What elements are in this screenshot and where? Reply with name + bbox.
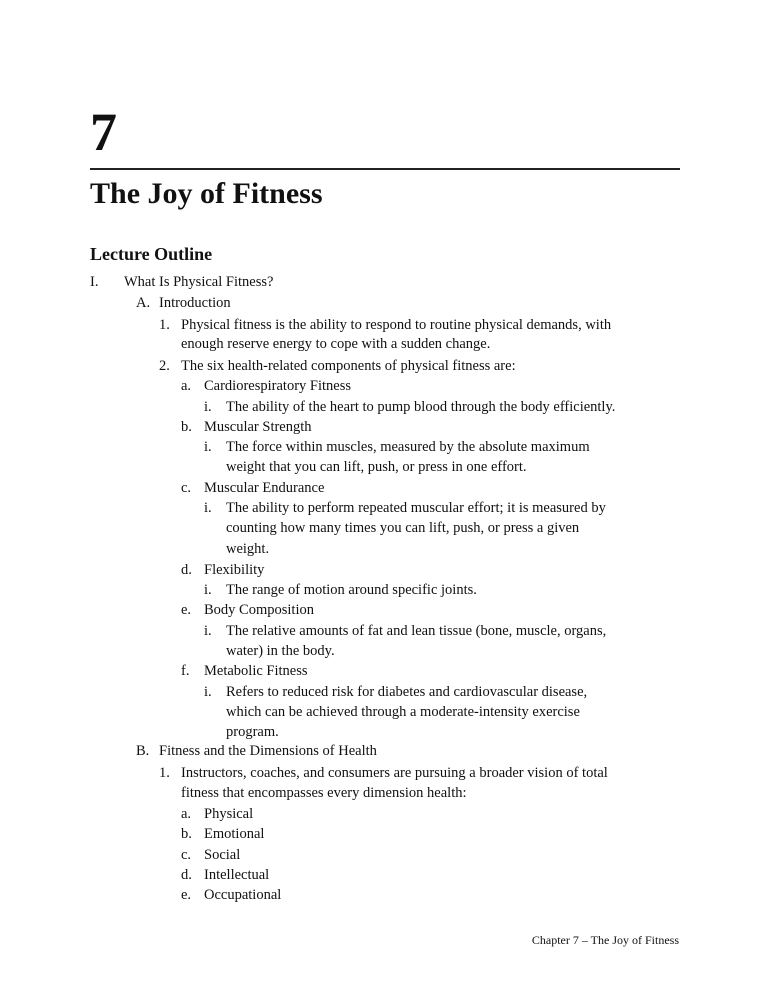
outline-text: Instructors, coaches, and consumers are pursuing a broader vision of total <box>181 765 608 781</box>
outline-item: Body Composition <box>204 602 314 618</box>
outline-marker: b. <box>181 826 192 842</box>
list-item: Intellectual <box>204 867 270 883</box>
outline-text: weight. <box>226 541 270 557</box>
outline-marker: i. <box>204 623 212 639</box>
outline-text: The force within muscles, measured by the absolute maximum <box>226 439 590 455</box>
outline-marker: I. <box>90 274 99 290</box>
outline-heading: What Is Physical Fitness? <box>124 274 274 290</box>
outline-marker: 1. <box>159 317 170 333</box>
outline-marker: 2. <box>159 358 170 374</box>
outline-marker: a. <box>181 378 192 394</box>
outline-text: Refers to reduced risk for diabetes and cardiovascular disease, <box>226 684 588 700</box>
outline-item: Cardiorespiratory Fitness <box>204 378 351 394</box>
outline-text: weight that you can lift, push, or press in one effort. <box>226 459 527 475</box>
outline-marker: a. <box>181 806 192 822</box>
chapter-number: 7 <box>90 102 117 162</box>
list-item: Social <box>204 847 241 863</box>
outline-text: water) in the body. <box>226 643 335 659</box>
outline-marker: i. <box>204 439 212 455</box>
outline-marker: c. <box>181 847 192 863</box>
list-item: Occupational <box>204 887 282 903</box>
outline-marker: i. <box>204 500 212 516</box>
outline-marker: b. <box>181 419 192 435</box>
outline-marker: 1. <box>159 765 170 781</box>
outline-text: program. <box>226 724 279 740</box>
outline-marker: i. <box>204 684 212 700</box>
outline-marker: i. <box>204 582 212 598</box>
list-item: Emotional <box>204 826 265 842</box>
outline-text: which can be achieved through a moderate-intensity exercise <box>226 704 580 720</box>
outline-text: enough reserve energy to cope with a sudden change. <box>181 336 491 352</box>
outline-item: Flexibility <box>204 562 265 578</box>
outline-marker: d. <box>181 867 192 883</box>
outline-item: Metabolic Fitness <box>204 663 308 679</box>
outline-text: The range of motion around specific joints. <box>226 582 477 598</box>
section-heading: Lecture Outline <box>90 244 213 264</box>
outline-text: The ability of the heart to pump blood through the body efficiently. <box>226 399 616 415</box>
outline-item: Muscular Endurance <box>204 480 325 496</box>
outline-item: Muscular Strength <box>204 419 312 435</box>
outline-item: Fitness and the Dimensions of Health <box>159 743 377 759</box>
outline-text: Physical fitness is the ability to respond to routine physical demands, with <box>181 317 612 333</box>
outline-marker: e. <box>181 887 192 903</box>
outline-marker: B. <box>136 743 150 759</box>
outline-marker: A. <box>136 295 151 311</box>
outline-text: The relative amounts of fat and lean tissue (bone, muscle, organs, <box>226 623 607 639</box>
outline-marker: f. <box>181 663 190 679</box>
outline-marker: c. <box>181 480 192 496</box>
outline-text: fitness that encompasses every dimension health: <box>181 785 467 801</box>
outline-marker: i. <box>204 399 212 415</box>
title-rule <box>90 168 680 170</box>
list-item: Physical <box>204 806 254 822</box>
page-footer: Chapter 7 – The Joy of Fitness <box>531 933 679 947</box>
outline-marker: d. <box>181 562 192 578</box>
outline-item: Introduction <box>159 295 231 311</box>
outline-text: The ability to perform repeated muscular effort; it is measured by <box>226 500 606 516</box>
outline-marker: e. <box>181 602 192 618</box>
outline-text: counting how many times you can lift, push, or press a given <box>226 520 580 536</box>
chapter-title: The Joy of Fitness <box>90 177 323 210</box>
outline-text: The six health-related components of physical fitness are: <box>181 358 516 374</box>
